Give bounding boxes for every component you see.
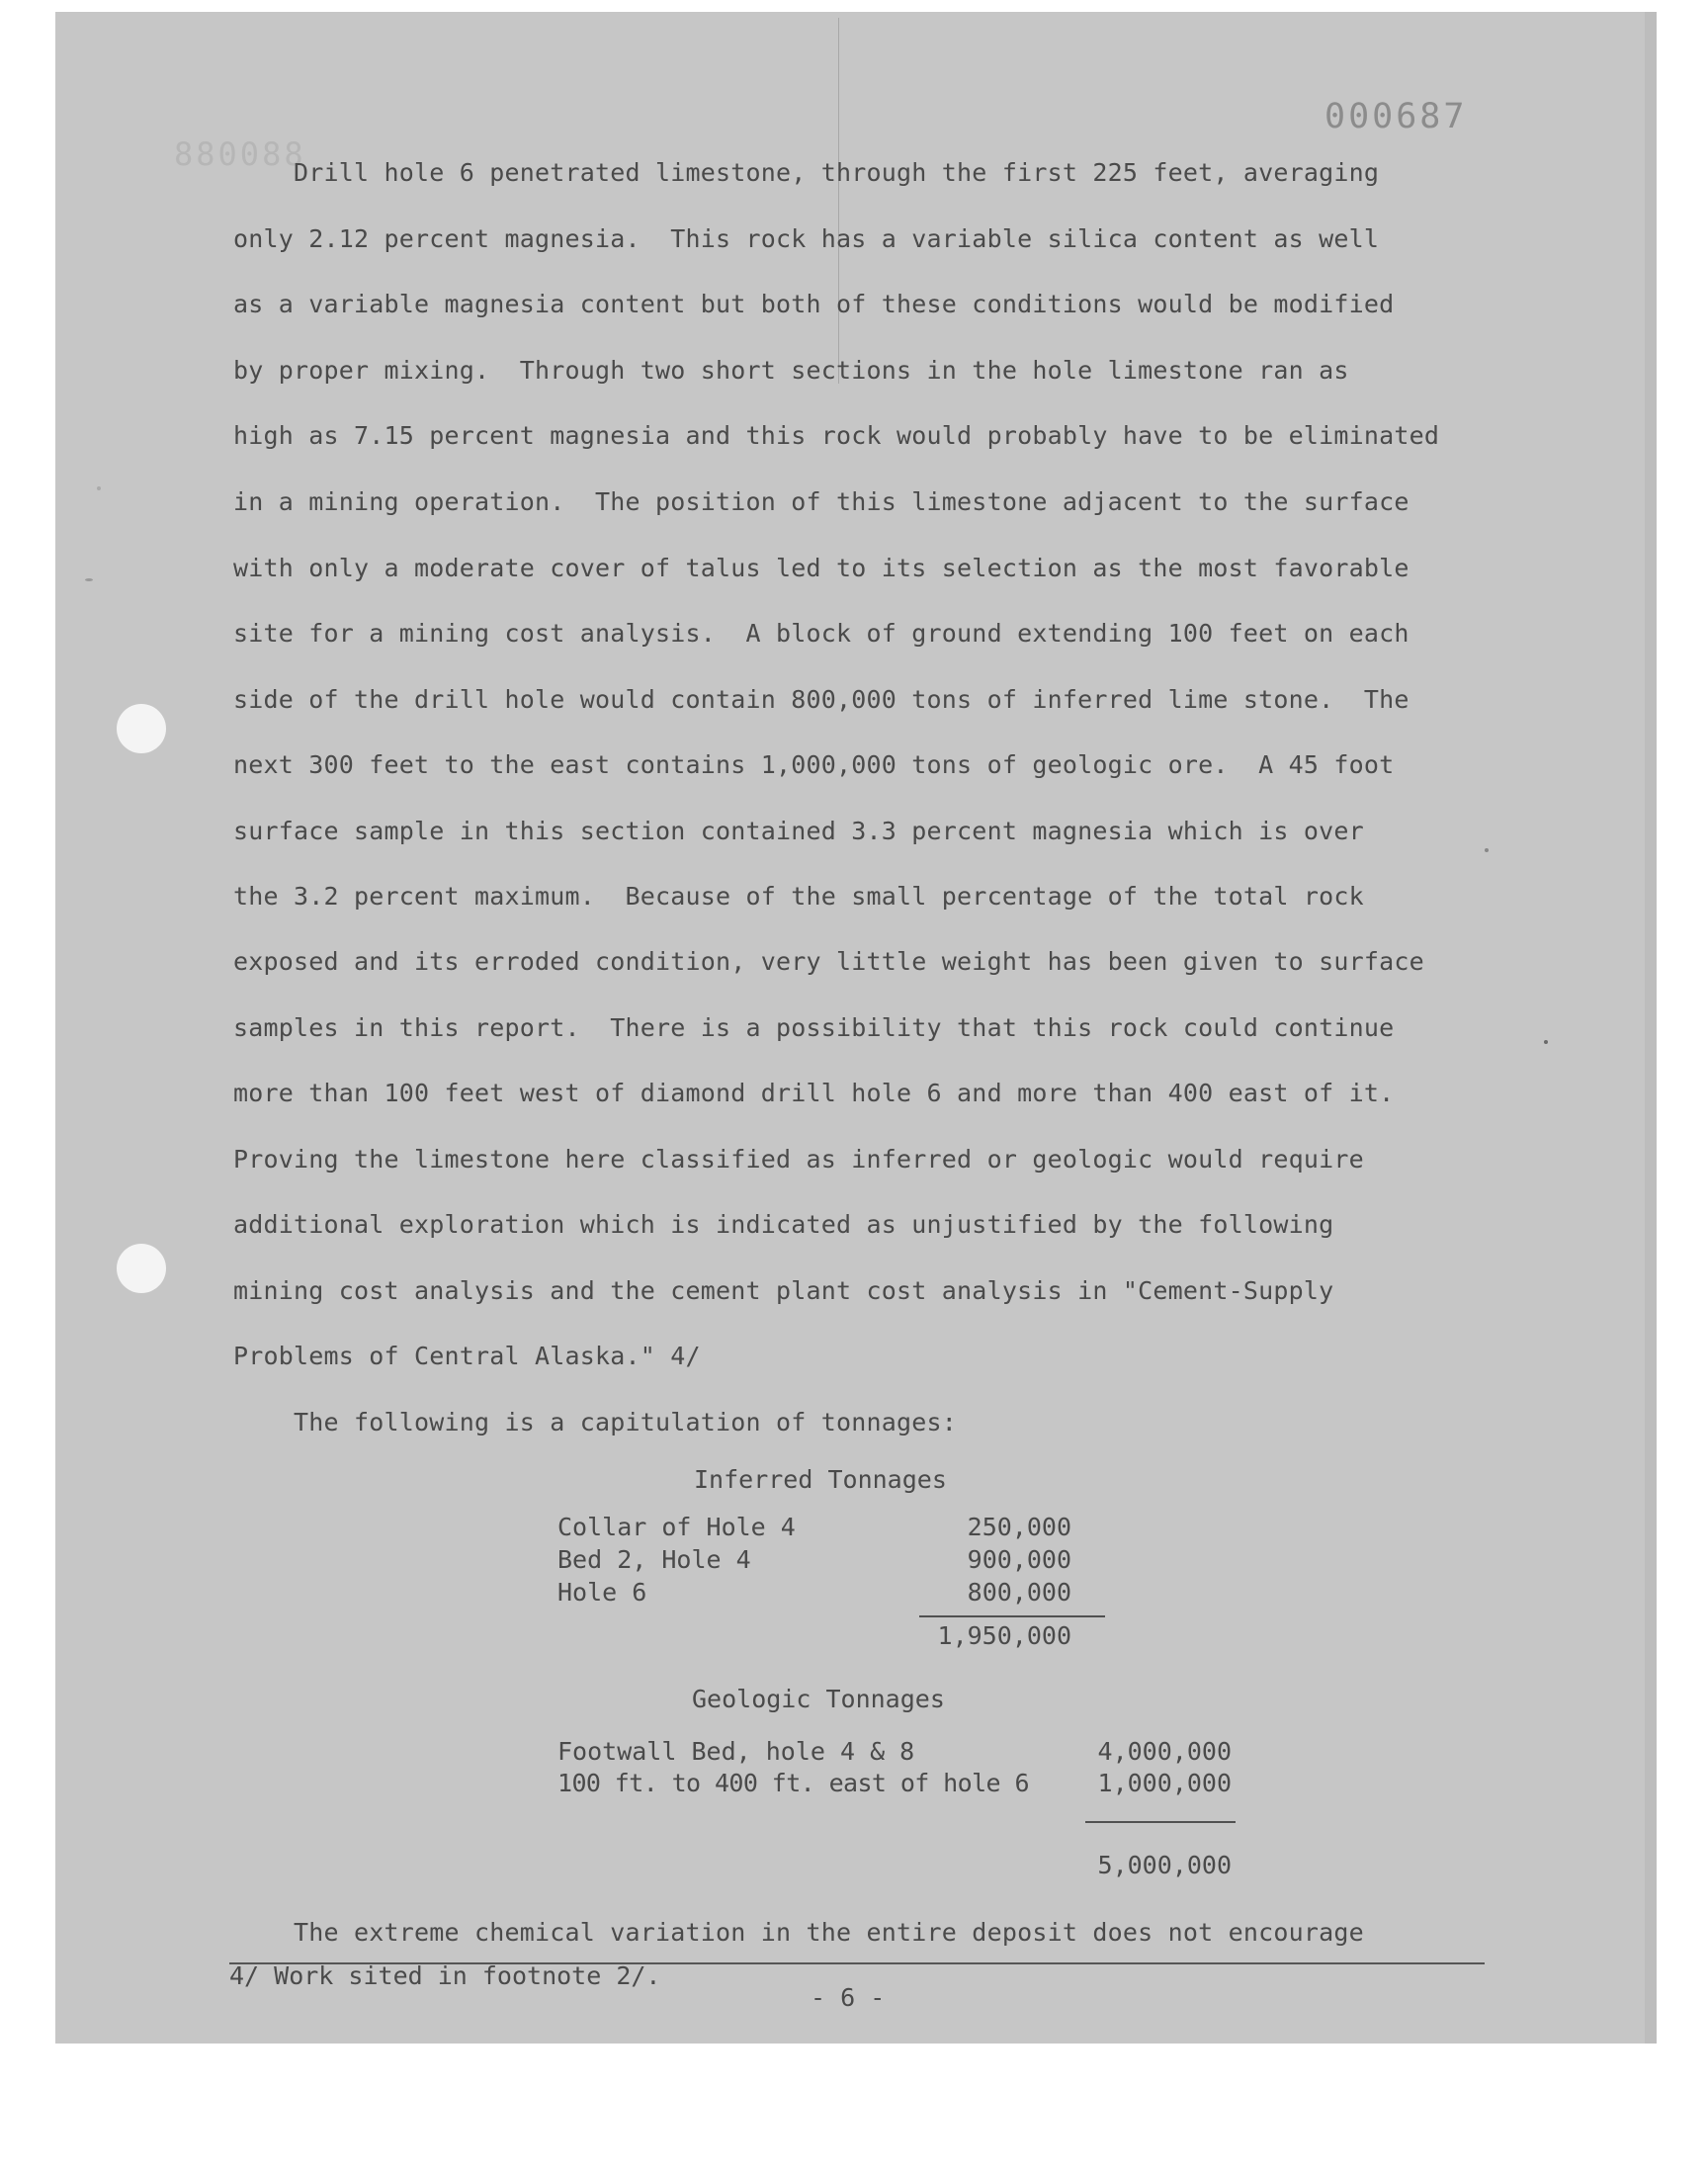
table-row-label: Bed 2, Hole 4 — [557, 1545, 751, 1574]
table-row-value: 1,000,000 — [1097, 1769, 1232, 1797]
text-line: site for a mining cost analysis. A block of ground extending 100 feet on each — [233, 619, 1409, 648]
text-line: mining cost analysis and the cement plant cost analysis in "Cement-Supply — [233, 1276, 1334, 1305]
table-heading: Geologic Tonnages — [692, 1685, 945, 1713]
table-row-label: Footwall Bed, hole 4 & 8 — [557, 1737, 915, 1766]
table-total: 5,000,000 — [1097, 1851, 1232, 1879]
table-heading: Inferred Tonnages — [694, 1465, 947, 1494]
text-line: Drill hole 6 penetrated limestone, through the first 225 feet, averaging — [233, 158, 1380, 187]
text-line: the 3.2 percent maximum. Because of the small percentage of the total rock — [233, 882, 1364, 911]
text-line: additional exploration which is indicated as unjustified by the following — [233, 1210, 1334, 1239]
text-line: side of the drill hole would contain 800,000 tons of inferred lime stone. The — [233, 685, 1409, 714]
speck — [1485, 848, 1489, 852]
table-row-value: 250,000 — [967, 1513, 1071, 1541]
text-line: Problems of Central Alaska." 4/ — [233, 1342, 701, 1370]
closing-line: The extreme chemical variation in the entire deposit does not encourage — [233, 1918, 1364, 1947]
text-line: surface sample in this section contained 3.3 percent magnesia which is over — [233, 817, 1364, 845]
text-line: exposed and its erroded condition, very little weight has been given to surface — [233, 947, 1424, 976]
text-line: high as 7.15 percent magnesia and this rock would probably have to be eliminated — [233, 421, 1440, 450]
text-line: by proper mixing. Through two short sections in the hole limestone ran as — [233, 356, 1349, 385]
text-line: samples in this report. There is a possibility that this rock could continue — [233, 1013, 1395, 1042]
total-rule — [1085, 1821, 1236, 1823]
punch-hole-top — [117, 704, 166, 753]
table-row-label: Hole 6 — [557, 1578, 647, 1607]
text-line: with only a moderate cover of talus led to its selection as the most favorable — [233, 554, 1409, 582]
speck — [85, 578, 93, 581]
document-number-stamp: 000687 — [1324, 97, 1468, 136]
fold-mark — [838, 18, 839, 384]
text-line: next 300 feet to the east contains 1,000,000 tons of geologic ore. A 45 foot — [233, 750, 1395, 779]
faint-stamp: 880088 — [174, 135, 306, 173]
speck — [1544, 1040, 1548, 1044]
page-edge — [1645, 12, 1657, 2044]
text-line: in a mining operation. The position of this limestone adjacent to the surface — [233, 487, 1409, 516]
table-row-value: 800,000 — [967, 1578, 1071, 1607]
total-rule — [919, 1615, 1105, 1617]
table-row-value: 4,000,000 — [1097, 1737, 1232, 1766]
text-line: Proving the limestone here classified as inferred or geologic would require — [233, 1145, 1364, 1174]
table-row-value: 900,000 — [967, 1545, 1071, 1574]
text-line: as a variable magnesia content but both of these conditions would be modified — [233, 290, 1395, 318]
punch-hole-bottom — [117, 1244, 166, 1293]
table-row-label: Collar of Hole 4 — [557, 1513, 796, 1541]
speck — [97, 486, 101, 490]
footnote: 4/ Work sited in footnote 2/. — [229, 1961, 661, 1990]
text-line: only 2.12 percent magnesia. This rock has a variable silica content as well — [233, 224, 1380, 253]
text-line: more than 100 feet west of diamond drill hole 6 and more than 400 east of it. — [233, 1079, 1395, 1107]
table-total: 1,950,000 — [937, 1621, 1071, 1650]
intro-line: The following is a capitulation of tonnages: — [233, 1408, 958, 1436]
table-row-label: 100 ft. to 400 ft. east of hole 6 — [557, 1769, 1029, 1797]
page-number: - 6 - — [811, 1983, 886, 2012]
